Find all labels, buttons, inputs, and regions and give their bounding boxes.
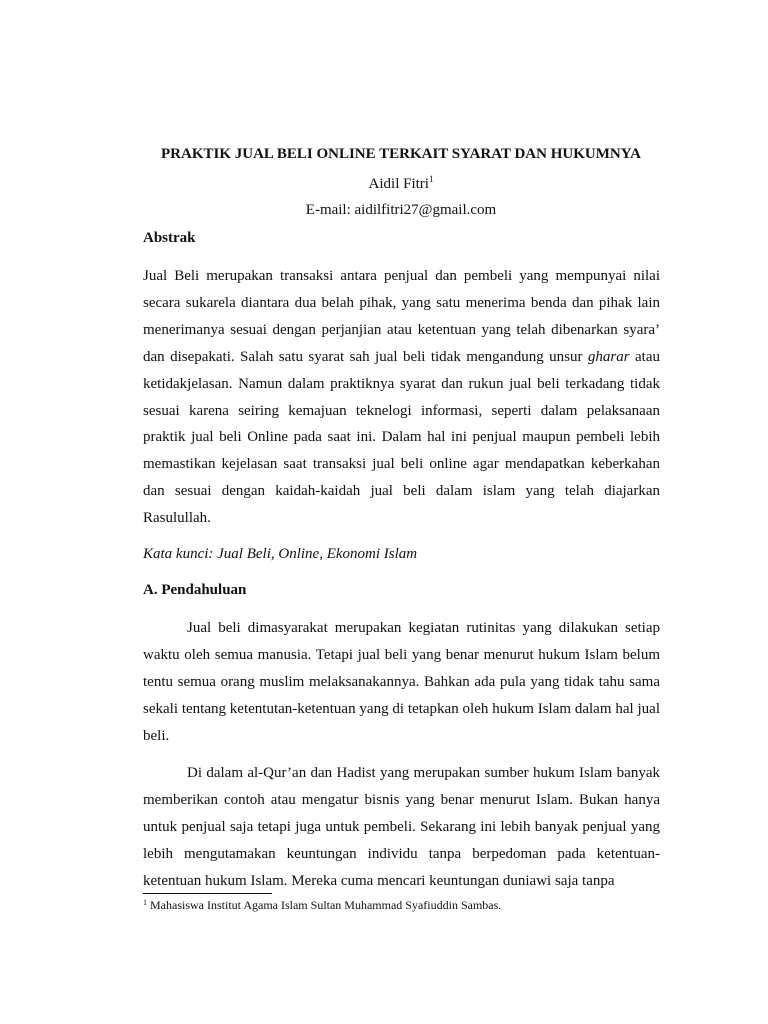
intro-paragraph-2: Di dalam al-Qur’an dan Hadist yang merupakan sumber hukum Islam banyak memberikan contoh atau mengatur bisnis yang benar menurut Islam. Bukan hanya untuk penjual saja tetapi juga untuk pembeli. Sekarang ini lebih banyak penjual yang lebih mengutamakan keuntungan individu tanpa berpedoman pada ketentuan-ketentuan hukum Islam. Mereka cuma mencari keuntungan duniawi saja tanpa (143, 765, 660, 889)
author-name: Aidil Fitri (368, 176, 429, 192)
author-footnote-mark: 1 (428, 174, 434, 184)
footnote-divider (143, 893, 272, 894)
abstract-body (143, 263, 660, 532)
abstract-heading: Abstrak (143, 230, 196, 246)
abstract-text-part2: atau ketidakjelasan. Namun dalam praktiknya syarat dan rukun jual beli terkadang tidak sesuai karena seiring kemajuan teknelogi informasi, seperti dalam pelaksanaan praktik jual beli Online pada saat ini. Dalam hal ini penjual maupun pembeli lebih memastikan kejelasan saat transaksi jual beli online agar mendapatkan keberkahan dan sesuai dengan kaidah-kaidah jual beli dalam islam yang telah diajarkan Rasulullah. (143, 348, 661, 527)
paper-title: PRAKTIK JUAL BELI ONLINE TERKAIT SYARAT DAN HUKUMNYA (161, 146, 641, 162)
footnote-mark: 1 (143, 898, 147, 907)
author-line (0, 174, 768, 193)
section-heading-pendahuluan: A. Pendahuluan (143, 582, 247, 598)
keywords: Kata kunci: Jual Beli, Online, Ekonomi Islam (143, 546, 418, 562)
abstract-text-part1: Jual Beli merupakan transaksi antara penjual dan pembeli yang mempunyai nilai secara sukarela diantara dua belah pihak, yang satu menerima benda dan pihak lain menerimanya sesuai dengan perjanjian atau ketentuan yang telah dibenarkan syara’ dan disepakati. Salah satu syarat sah jual beli tidak mengandung unsur (143, 268, 660, 365)
footnote (143, 898, 501, 913)
intro-paragraph-1: Jual beli dimasyarakat merupakan kegiatan rutinitas yang dilakukan setiap waktu oleh semua manusia. Tetapi jual beli yang benar menurut hukum Islam belum tentu semua orang muslim melaksanakannya. Bahkan ada pula yang tidak tahu sama sekali tentang ketentutan-ketentuan yang di tetapkan oleh hukum Islam dalam hal jual beli. (143, 620, 660, 744)
footnote-text: Mahasiswa Institut Agama Islam Sultan Muhammad Syafiuddin Sambas. (147, 898, 502, 912)
abstract-italic-term: gharar (587, 348, 630, 365)
author-email: E-mail: aidilfitri27@gmail.com (305, 202, 497, 218)
